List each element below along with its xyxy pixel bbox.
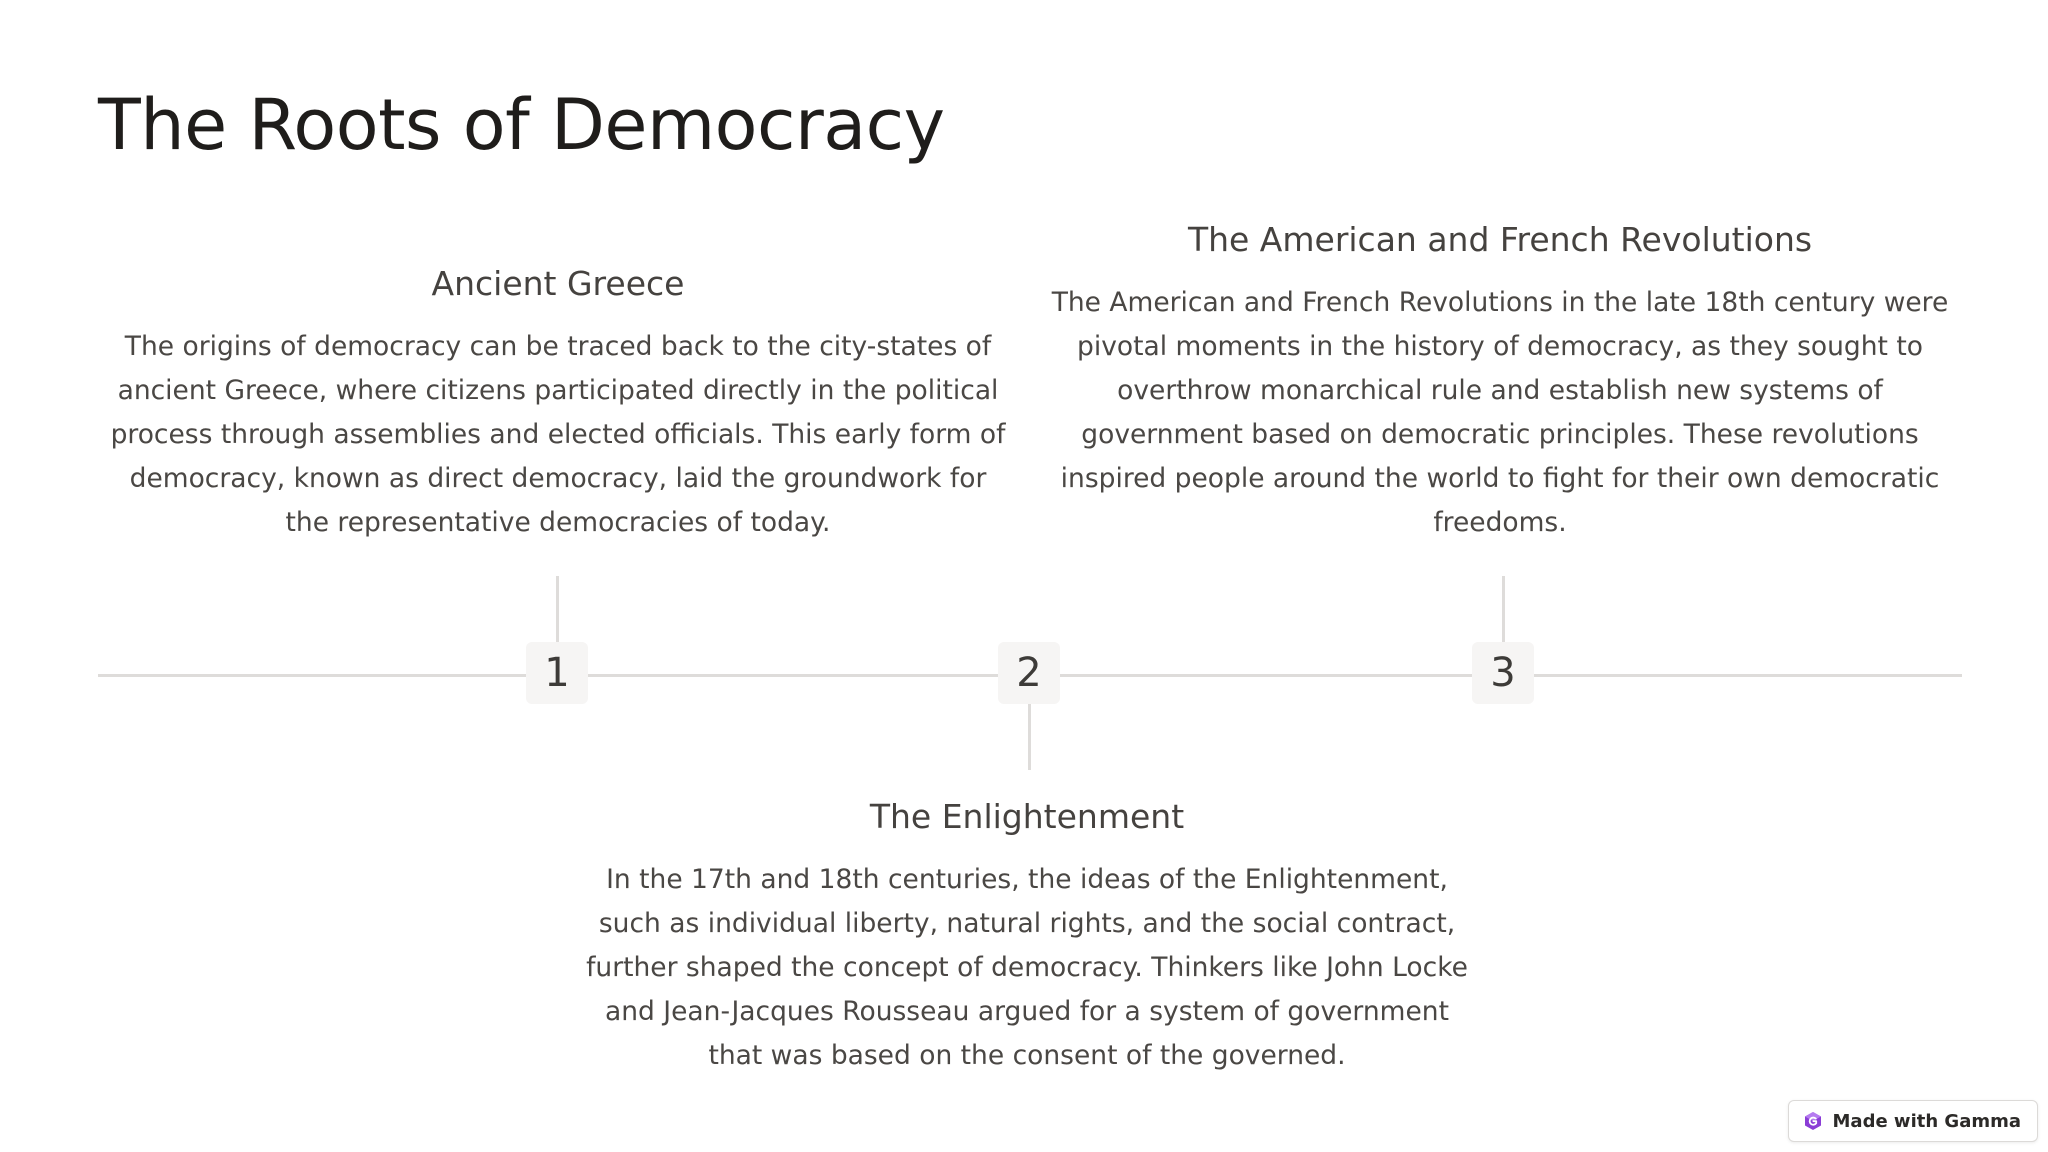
timeline-item-ancient-greece — [108, 264, 1008, 545]
gamma-logo-icon — [1803, 1111, 1823, 1131]
timeline-item-body: The origins of democracy can be traced back to the city-states of ancient Greece, where citizens participated directly in the political process through assemblies and elected officials. This early form of democracy, known as direct democracy, laid the groundwork for the representative democracies of today. — [110, 331, 1006, 538]
timeline-item-heading: The Enlightenment — [869, 797, 1185, 836]
page-title: The Roots of Democracy — [98, 84, 945, 166]
timeline-item-heading: The American and French Revolutions — [1187, 220, 1813, 259]
timeline-marker-1: 1 — [526, 642, 588, 704]
timeline-marker-2: 2 — [998, 642, 1060, 704]
timeline-item-body: The American and French Revolutions in the late 18th century were pivotal moments in the history of democracy, as they sought to overthrow monarchical rule and establish new systems of government based on democratic principles. These revolutions inspired people around the world to fight for their own democratic freedoms. — [1051, 287, 1949, 538]
timeline-connector — [556, 576, 559, 644]
made-with-gamma-badge[interactable] — [1788, 1100, 2038, 1142]
timeline-connector — [1028, 702, 1031, 770]
timeline-item-revolutions — [1050, 220, 1950, 545]
timeline-item-enlightenment — [577, 797, 1477, 1078]
timeline-item-body: In the 17th and 18th centuries, the ideas of the Enlightenment, such as individual liberty, natural rights, and the social contract, further shaped the concept of democracy. Thinkers like John Locke and Jean-Jacques Rousseau argued for a system of government that was based on the consent of the governed. — [586, 864, 1468, 1071]
timeline-connector — [1502, 576, 1505, 644]
timeline-item-heading: Ancient Greece — [431, 264, 685, 303]
badge-label: Made with Gamma — [1832, 1110, 2021, 1132]
timeline-marker-3: 3 — [1472, 642, 1534, 704]
